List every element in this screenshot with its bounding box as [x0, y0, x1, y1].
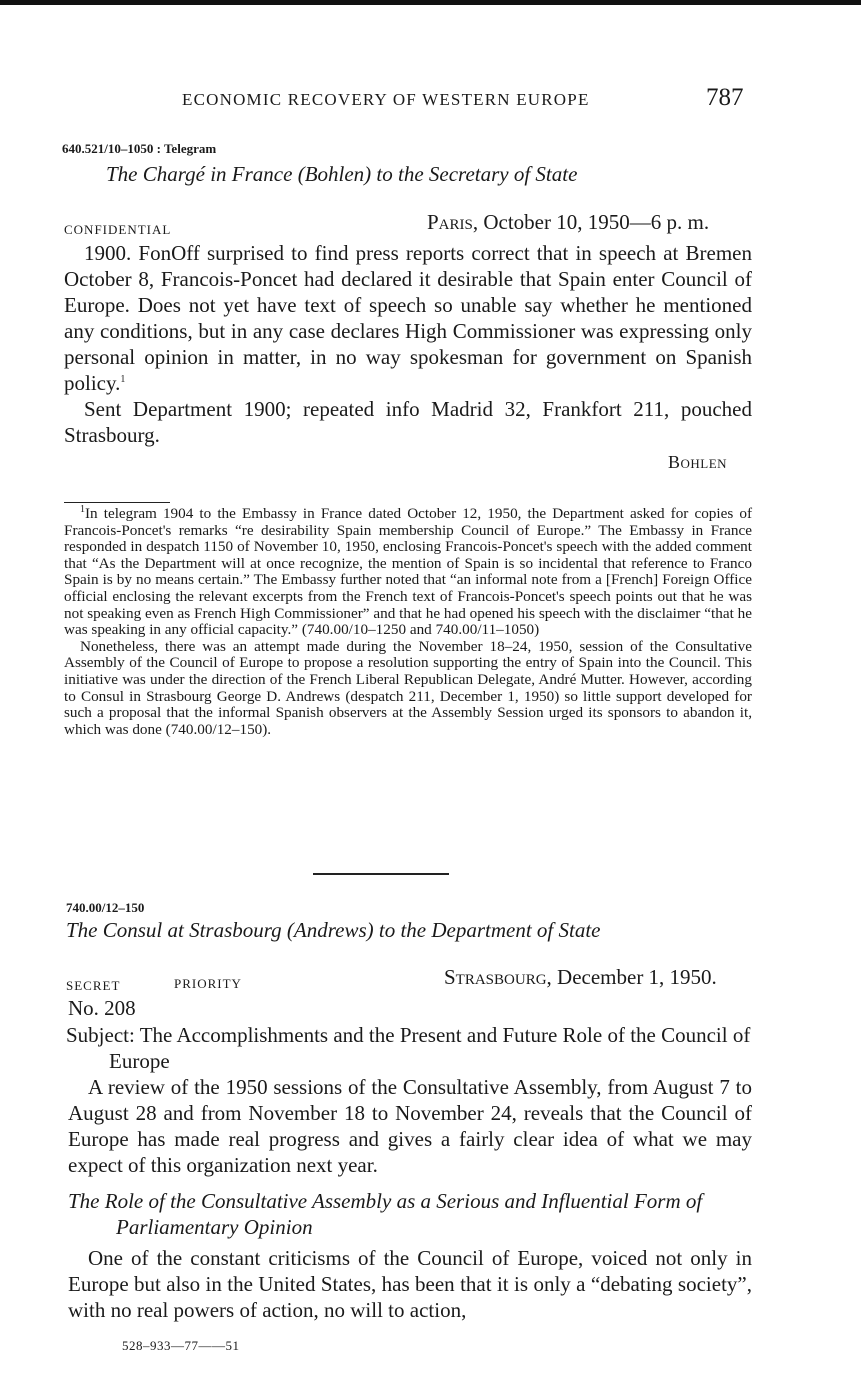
doc1-paragraph-2: Sent Department 1900; repeated info Madrid 32, Frankfort 211, pouched Strasbourg. [64, 397, 752, 447]
doc2-dateline-rest: , December 1, 1950. [546, 965, 717, 989]
footnote-separator [64, 502, 170, 503]
doc1-classification: CONFIDENTIAL [64, 222, 172, 237]
doc1-signature: Bohlen [668, 452, 728, 472]
doc2-dateline [444, 965, 717, 990]
footnote-paragraph-1-text: In telegram 1904 to the Embassy in France dated October 12, 1950, the Department asked for copies of Francois-Poncet's remarks “re desirability Spain membership Council of Europe.” The Embassy in France responded in despatch 1150 of November 10, 1950, enclosing Francois-Poncet's speech with the added comment that “As the Department will at once recognize, the mention of Spain is so incidental that reference to Franco Spain is by no means certain.” The Embassy further noted that “an informal note from a [French] Foreign Office official enclosing the relevant excerpts from the French text of Francois-Poncet's speech points out that he was not speaking even as French High Commissioner” and that he had opened his speech with the disclaimer “that he was speaking in any official capacity.” (740.00/10–1250 and 740.00/11–1050) [64, 505, 752, 639]
doc1-body [64, 240, 752, 448]
page-number: 787 [706, 84, 744, 111]
doc2-paragraph-1: A review of the 1950 sessions of the Consultative Assembly, from August 7 to August 28 and from November 18 to November 24, reveals that the Council of Europe has made real progress and gives a fairly clear idea of what we may expect of this organization next year. [68, 1075, 752, 1177]
doc2-subject-label: Subject: [66, 1023, 135, 1047]
footnote-paragraph-2: Nonetheless, there was an attempt made during the November 18–24, 1950, session of the Consultative Assembly of the Council of Europe to propose a resolution supporting the entry of Spain into the Council. This initiative was under the direction of the French Liberal Republican Delegate, André Mutter. However, according to Consul in Strasbourg George D. Andrews (despatch 211, December 1, 1950) so little support developed for such a proposal that the informal Spanish observers at the Assembly Session urged its sponsors to abandon it, which was done (740.00/12–150). [64, 637, 752, 738]
doc2-title: The Consul at Strasbourg (Andrews) to the Department of State [66, 918, 601, 942]
footnote [64, 503, 752, 738]
doc2-section-heading: The Role of the Consultative Assembly as a Serious and Influential Form of Parliamentary Opinion [68, 1189, 703, 1239]
doc1-title: The Chargé in France (Bohlen) to the Secretary of State [106, 162, 578, 186]
doc2-classification: SECRET [66, 978, 121, 993]
running-head: ECONOMIC RECOVERY OF WESTERN EUROPE [182, 90, 590, 109]
section-separator [313, 873, 449, 875]
footer-print-code: 528–933—77——51 [122, 1338, 240, 1353]
doc1-dateline [427, 210, 709, 235]
doc2-number: No. 208 [68, 996, 136, 1020]
doc2-subject [66, 1022, 799, 1074]
doc2-paragraph-2: One of the constant criticisms of the Council of Europe, voiced not only in Europe but also in the United States, has been that it is only a “debating society”, with no real powers of action, no will to action, [68, 1246, 752, 1322]
footnote-mark: 1 [80, 503, 85, 515]
footnote-paragraph-1 [64, 503, 752, 639]
doc2-subject-text: The Accomplishments and the Present and Future Role of the Council of Europe [109, 1023, 751, 1073]
doc2-priority: PRIORITY [174, 976, 242, 991]
footnote-reference: 1 [120, 374, 126, 385]
doc2-body [68, 1074, 752, 1178]
doc2-file-reference: 740.00/12–150 [66, 900, 145, 915]
doc1-paragraph-1-text: 1900. FonOff surprised to find press reports correct that in speech at Bremen October 8, Francois-Poncet had declared it desirable that Spain enter Council of Europe. Does not yet have text of speech so unable say whether he mentioned any conditions, but in any case declares High Commissioner was expressing only personal opinion in matter, in no way spokesman for government on Spanish policy. [64, 241, 752, 395]
doc1-dateline-city: Paris [427, 210, 473, 234]
doc1-dateline-rest: , October 10, 1950—6 p. m. [472, 210, 710, 234]
doc1-file-reference: 640.521/10–1050 : Telegram [62, 141, 217, 156]
doc2-body-continued [68, 1245, 752, 1323]
doc2-dateline-city: Strasbourg [444, 965, 547, 989]
page-top-edge [0, 0, 861, 5]
doc1-paragraph-1 [64, 240, 752, 396]
